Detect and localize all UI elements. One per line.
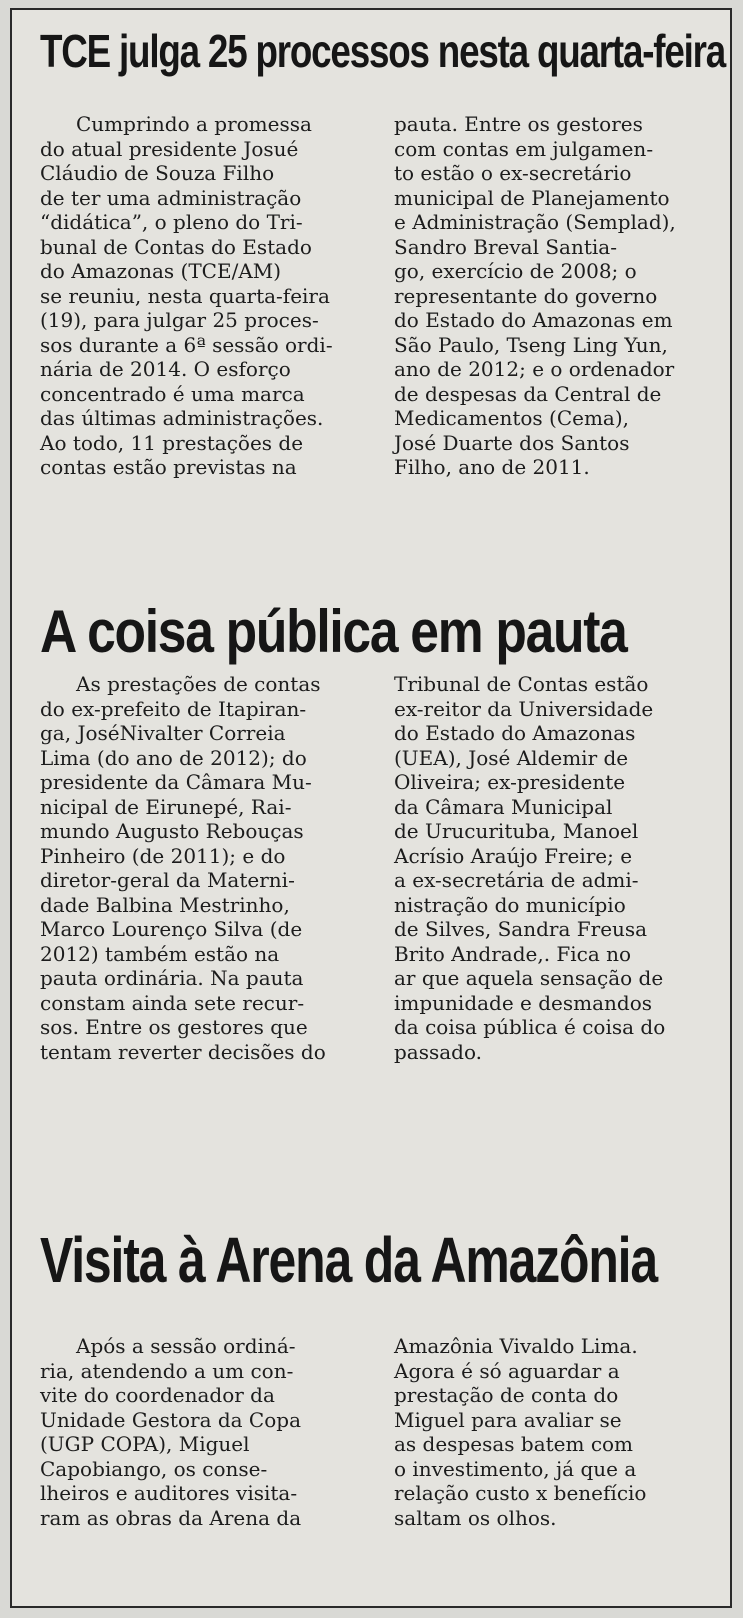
headline: TCE julga 25 processos nesta quarta-feira: [40, 25, 726, 77]
column-left: [40, 672, 366, 1064]
article-visita-arena: [40, 1224, 720, 1530]
paragraph: pauta. Entre os gestores com contas em julgamen- to estão o ex-secretário municipal de Planejamento e Administração (Semplad), Sandro Breval Santia- go, exercício de 2008; o representante do governo do Estado do Amazonas em São Paulo, Tseng Ling Yun, ano de 2012; e o ordenador de despesas da Central de Medicamentos (Cema), José Duarte dos Santos Filho, ano de 2011.: [394, 112, 676, 479]
headline: Visita à Arena da Amazônia: [40, 1224, 657, 1296]
newspaper-clipping: [10, 8, 732, 1608]
article-body: [40, 1334, 720, 1530]
paragraph: Após a sessão ordiná- ria, atendendo a um con- vite do coordenador da Unidade Gestora da Copa (UGP COPA), Miguel Capobiango, os conse- lheiros e auditores visita- ram as obras da Arena da: [40, 1334, 302, 1530]
paragraph: Cumprindo a promessa do atual presidente Josué Cláudio de Souza Filho de ter uma administração “didática”, o pleno do Tri- bunal de Contas do Estado do Amazonas (TCE/AM) se reuniu, nesta quarta-feira (19), para julgar 25 proces- sos durante a 6ª sessão ordi- nária de 2014. O esforço concentrado é uma marca das últimas administrações. Ao todo, 11 prestações de contas estão previstas na: [40, 112, 333, 479]
headline: A coisa pública em pauta: [40, 598, 627, 665]
column-right: [394, 672, 720, 1064]
column-right: [394, 112, 720, 480]
article-body: [40, 112, 720, 480]
column-left: [40, 1334, 366, 1530]
column-right: [394, 1334, 720, 1530]
article-coisa-publica: [40, 598, 720, 1064]
paragraph: Amazônia Vivaldo Lima. Agora é só aguardar a prestação de conta do Miguel para avaliar se as despesas batem com o investimento, já que a relação custo x benefício saltam os olhos.: [394, 1334, 647, 1530]
article-tce-julga: [40, 25, 726, 479]
column-left: [40, 112, 366, 480]
article-body: [40, 672, 720, 1064]
paragraph: Tribunal de Contas estão ex-reitor da Universidade do Estado do Amazonas (UEA), José Aldemir de Oliveira; ex-presidente da Câmara Municipal de Urucurituba, Manoel Acrísio Araújo Freire; e a ex-secretária de admi- nistração do município de Silves, Sandra Freusa Brito Andrade,. Fica no ar que aquela sensação de impunidade e desmandos da coisa pública é coisa do passado.: [394, 672, 666, 1064]
paragraph: As prestações de contas do ex-prefeito de Itapiran- ga, JoséNivalter Correia Lima (do ano de 2012); do presidente da Câmara Mu- nicipal de Eirunepé, Rai- mundo Augusto Rebouças Pinheiro (de 2011); e do diretor-geral da Materni- dade Balbina Mestrinho, Marco Lourenço Silva (de 2012) também estão na pauta ordinária. Na pauta constam ainda sete recur- sos. Entre os gestores que tentam reverter decisões do: [40, 672, 326, 1064]
